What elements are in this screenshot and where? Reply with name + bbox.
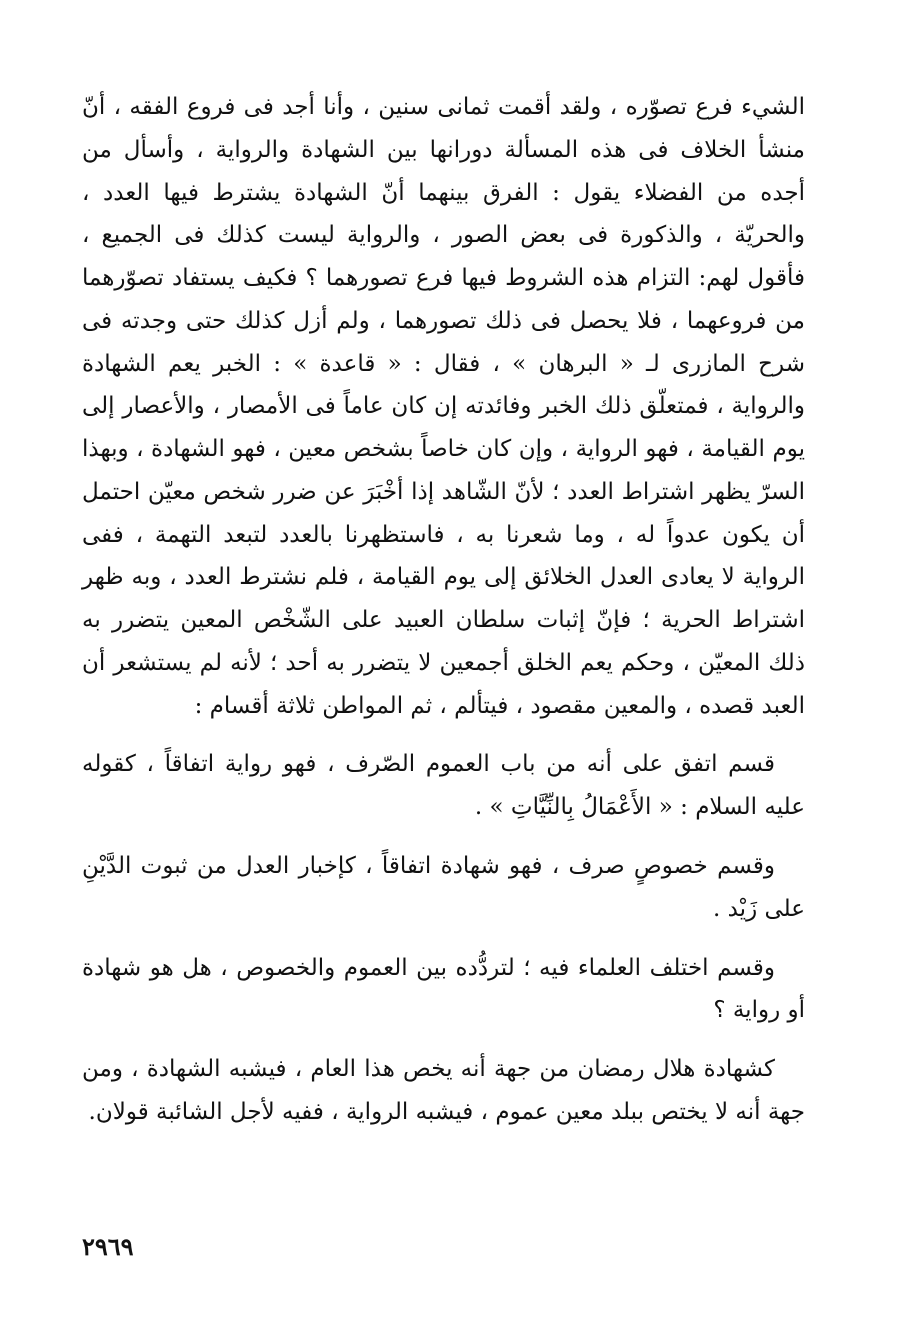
paragraph-1: الشيء فرع تصوّره ، ولقد أقمت ثمانى سنين ، وأنا أجد فى فروع الفقه ، أنّ منشأ الخلاف فى هذه المسألة دورانها بين الشهادة والرواية ، وأسأل من أجده من الفضلاء يقول : الفرق بينهما أنّ الشهادة يشترط فيها العدد ، والحريّة ، والذكورة فى بعض الصور ، والرواية ليست كذلك فى الجميع ، فأقول لهم: التزام هذه الشروط فيها فرع تصورهما ؟ فكيف يستفاد تصوّرهما من فروعهما ، فلا يحصل فى ذلك تصورهما ، ولم أزل كذلك حتى وجدته فى شرح المازرى لـ « البرهان » ، فقال : « قاعدة » : الخبر يعم الشهادة والرواية ، فمتعلّق ذلك الخبر وفائدته إن كان عاماً فى الأمصار ، والأعصار إلى يوم القيامة ، فهو الرواية ، وإن كان خاصاً بشخص معين ، فهو الشهادة ، وبهذا السرّ يظهر اشتراط العدد ؛ لأنّ الشّاهد إذا أخْبَرَ عن ضرر شخص معيّن احتمل أن يكون عدواً له ، وما شعرنا به ، فاستظهرنا بالعدد لتبعد التهمة ، ففى الرواية لا يعادى العدل الخلائق إلى يوم القيامة ، فلم نشترط العدد ، وبه ظهر اشتراط الحرية ؛ فإنّ إثبات سلطان العبيد على الشّخْص المعين يتضرر به ذلك المعيّن ، وحكم يعم الخلق أجمعين لا يتضرر به أحد ؛ لأنه لم يستشعر أن العبد قصده ، والمعين مقصود ، فيتألم ، ثم المواطن ثلاثة أقسام : bbox=[82, 94, 805, 719]
paragraph-3: وقسم خصوصٍ صرف ، فهو شهادة اتفاقاً ، كإخبار العدل من ثبوت الدَّيْنِ على زَيْد . bbox=[82, 853, 805, 922]
paragraph-2: قسم اتفق على أنه من باب العموم الصّرف ، فهو رواية اتفاقاً ، كقوله عليه السلام : « الأَعْمَالُ بِالنِّيَّاتِ » . bbox=[82, 751, 805, 821]
paragraph-5: كشهادة هلال رمضان من جهة أنه يخص هذا العام ، فيشبه الشهادة ، ومن جهة أنه لا يختص ببلد معين عموم ، فيشبه الرواية ، ففيه لأجل الشائبة قولان. bbox=[82, 1056, 805, 1125]
page-number: ٢٩٦٩ bbox=[82, 1232, 134, 1261]
paragraph-4: وقسم اختلف العلماء فيه ؛ لتردُّده بين العموم والخصوص ، هل هو شهادة أو رواية ؟ bbox=[82, 954, 805, 1024]
body-text bbox=[82, 86, 805, 1134]
